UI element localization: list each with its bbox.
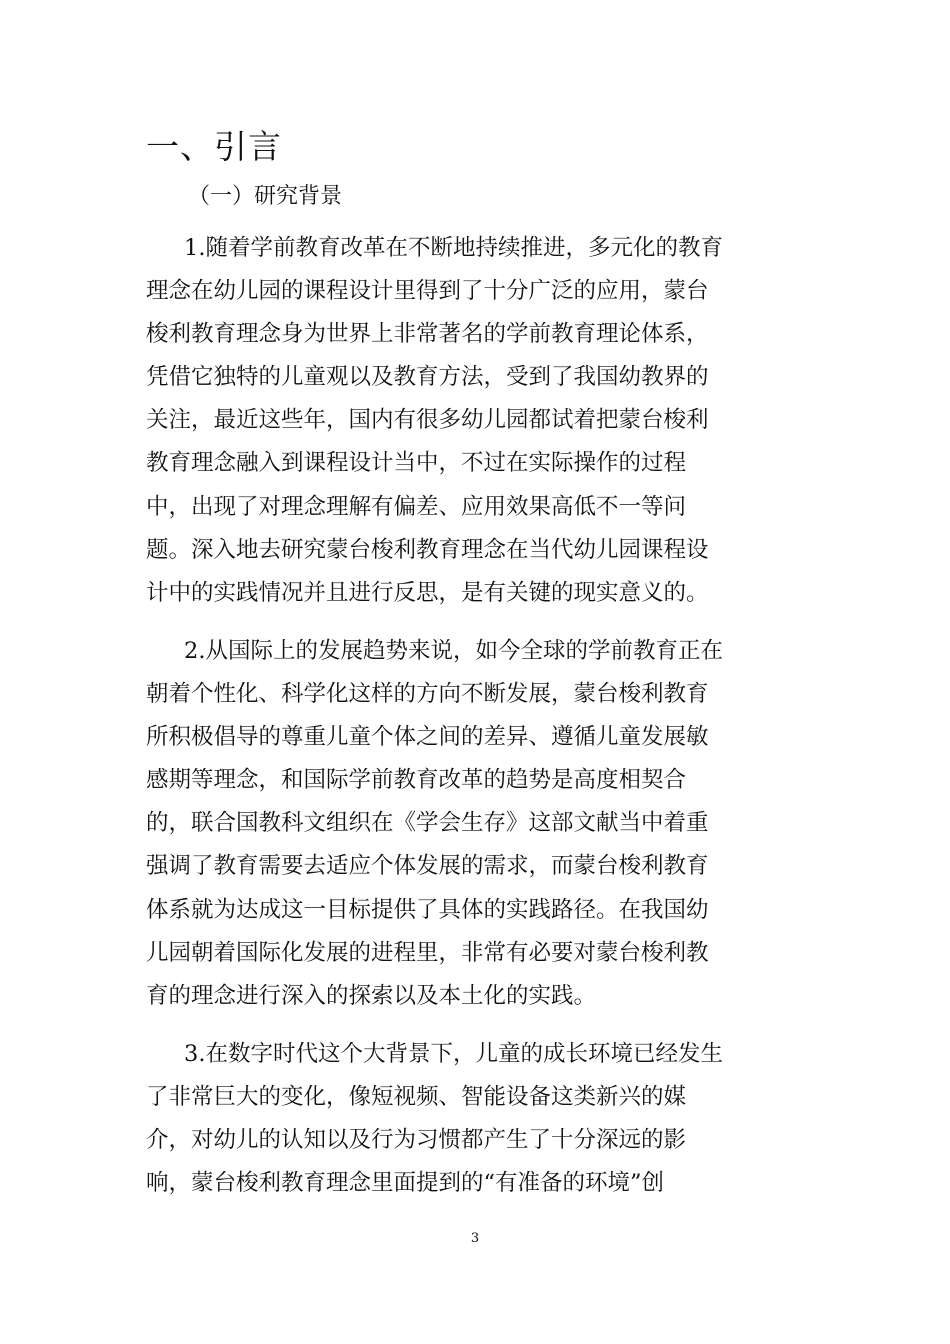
text-line: 体系就为达成这一目标提供了具体的实践路径。在我国幼 [146, 896, 709, 923]
subsection-heading: （一）研究背景 [188, 184, 343, 209]
text-line: 了非常巨大的变化，像短视频、智能设备这类新兴的媒 [146, 1084, 687, 1111]
paragraph-1 [146, 227, 806, 615]
paragraph-2 [146, 630, 806, 1018]
text-line: 介，对幼儿的认知以及行为习惯都产生了十分深远的影 [146, 1127, 687, 1154]
text-line: 理念在幼儿园的课程设计里得到了十分广泛的应用，蒙台 [146, 278, 709, 305]
text-line: 关注，最近这些年，国内有很多幼儿园都试着把蒙台梭利 [146, 407, 709, 434]
text-line: 感期等理念，和国际学前教育改革的趋势是高度相契合 [146, 767, 687, 794]
text-line: 朝着个性化、科学化这样的方向不断发展，蒙台梭利教育 [146, 681, 709, 708]
page-number: 3 [470, 1231, 480, 1246]
text-line: 的，联合国教科文组织在《学会生存》这部文献当中着重 [146, 810, 709, 837]
text-line: 育的理念进行深入的探索以及本土化的实践。 [146, 982, 597, 1009]
text-line: 儿园朝着国际化发展的进程里，非常有必要对蒙台梭利教 [146, 939, 709, 966]
text-line: 梭利教育理念身为世界上非常著名的学前教育理论体系， [146, 321, 709, 348]
paragraph-3 [146, 1033, 806, 1205]
text-line: 响，蒙台梭利教育理念里面提到的“有准备的环境”创 [146, 1170, 665, 1197]
text-line: 教育理念融入到课程设计当中，不过在实际操作的过程 [146, 450, 687, 477]
text-line: 3.在数字时代这个大背景下，儿童的成长环境已经发生 [184, 1041, 723, 1067]
text-line: 1.随着学前教育改革在不断地持续推进，多元化的教育 [184, 235, 723, 261]
text-line: 所积极倡导的尊重儿童个体之间的差异、遵循儿童发展敏 [146, 724, 709, 751]
text-line: 中，出现了对理念理解有偏差、应用效果高低不一等问 [146, 493, 687, 520]
text-line: 凭借它独特的儿童观以及教育方法，受到了我国幼教界的 [146, 364, 709, 391]
text-line: 2.从国际上的发展趋势来说，如今全球的学前教育正在 [184, 638, 723, 664]
text-line: 计中的实践情况并且进行反思，是有关键的现实意义的。 [146, 579, 709, 606]
text-line: 强调了教育需要去适应个体发展的需求，而蒙台梭利教育 [146, 853, 709, 880]
section-heading: 一、引言 [146, 127, 282, 166]
text-line: 题。深入地去研究蒙台梭利教育理念在当代幼儿园课程设 [146, 536, 709, 563]
